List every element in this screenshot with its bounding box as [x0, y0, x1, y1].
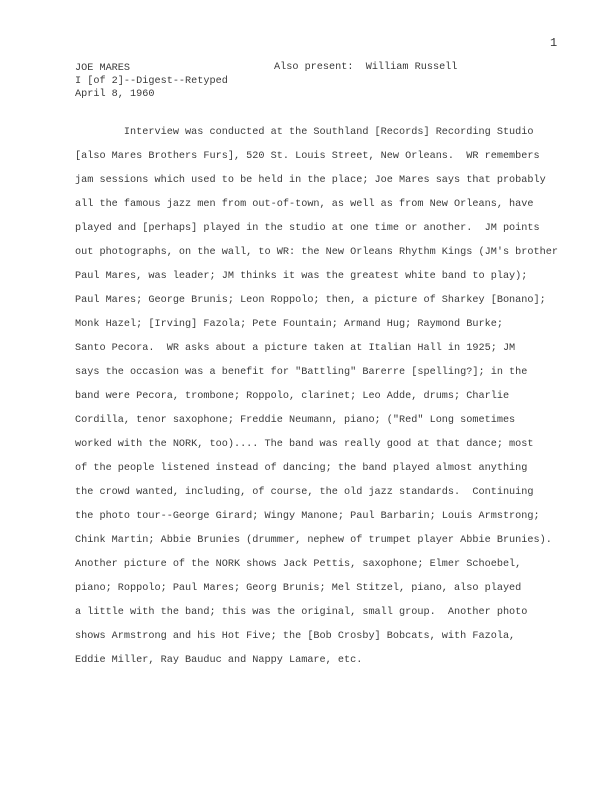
- body-line: [also Mares Brothers Furs], 520 St. Louis Street, New Orleans. WR remembers: [75, 151, 540, 162]
- body-line: piano; Roppolo; Paul Mares; Georg Brunis; Mel Stitzel, piano, also played: [75, 583, 522, 594]
- body-line: a little with the band; this was the original, small group. Another photo: [75, 607, 528, 618]
- body-line: Paul Mares, was leader; JM thinks it was the greatest white band to play);: [75, 271, 528, 282]
- body-line: band were Pecora, trombone; Roppolo, clarinet; Leo Adde, drums; Charlie: [75, 391, 510, 402]
- interviewee-name: JOE MARES: [75, 63, 131, 74]
- body-line: Santo Pecora. WR asks about a picture taken at Italian Hall in 1925; JM: [75, 343, 516, 354]
- interview-header: [75, 62, 228, 101]
- body-line: Eddie Miller, Ray Bauduc and Nappy Lamare, etc.: [75, 655, 363, 666]
- body-line: all the famous jazz men from out-of-town, as well as from New Orleans, have: [75, 199, 534, 210]
- body-line: jam sessions which used to be held in the place; Joe Mares says that probably: [75, 175, 546, 186]
- interview-date: April 8, 1960: [75, 89, 155, 100]
- body-line: Monk Hazel; [Irving] Fazola; Pete Fountain; Armand Hug; Raymond Burke;: [75, 319, 503, 330]
- body-line: played and [perhaps] played in the studio at one time or another. JM points: [75, 223, 540, 234]
- body-line: worked with the NORK, too).... The band was really good at that dance; most: [75, 439, 534, 450]
- body-line: Chink Martin; Abbie Brunies (drummer, nephew of trumpet player Abbie Brunies).: [75, 535, 552, 546]
- page-number: 1: [550, 36, 558, 50]
- body-line: of the people listened instead of dancing; the band played almost anything: [75, 463, 528, 474]
- body-line: Another picture of the NORK shows Jack Pettis, saxophone; Elmer Schoebel,: [75, 559, 522, 570]
- body-line: shows Armstrong and his Hot Five; the [Bob Crosby] Bobcats, with Fazola,: [75, 631, 516, 642]
- reel-info: I [of 2]--Digest--Retyped: [75, 76, 228, 87]
- also-present: Also present: William Russell: [274, 62, 458, 73]
- body-line: Paul Mares; George Brunis; Leon Roppolo; then, a picture of Sharkey [Bonano];: [75, 295, 546, 306]
- body-line: says the occasion was a benefit for "Battling" Barerre [spelling?]; in the: [75, 367, 528, 378]
- body-line: Interview was conducted at the Southland [Records] Recording Studio: [75, 127, 534, 138]
- body-line: Cordilla, tenor saxophone; Freddie Neumann, piano; ("Red" Long sometimes: [75, 415, 516, 426]
- body-line: the photo tour--George Girard; Wingy Manone; Paul Barbarin; Louis Armstrong;: [75, 511, 540, 522]
- body-line: the crowd wanted, including, of course, the old jazz standards. Continuing: [75, 487, 534, 498]
- body-line: out photographs, on the wall, to WR: the New Orleans Rhythm Kings (JM's brother: [75, 247, 558, 258]
